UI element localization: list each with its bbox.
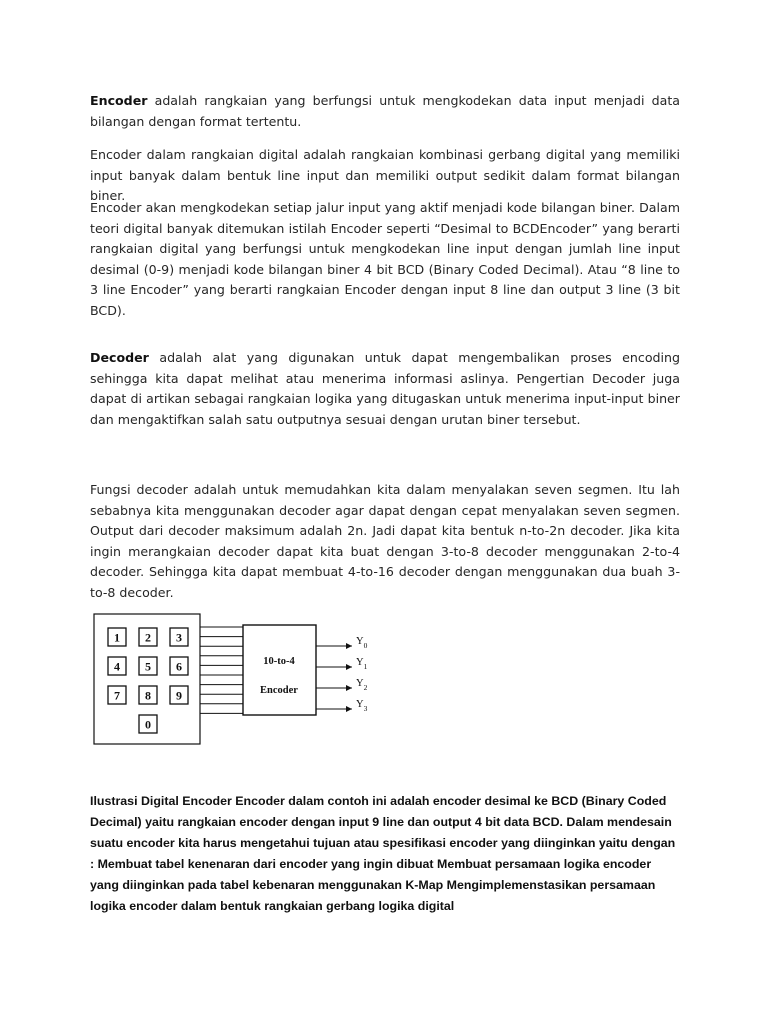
encoder-label-line2: Encoder [260, 685, 298, 696]
encoder-block [243, 625, 316, 715]
paragraph-decoder-function: Fungsi decoder adalah untuk memudahkan kita dalam menyalakan seven segmen. Itu lah sebabnya kita menggunakan decoder agar dapat dengan cepat menyalakan seven segmen. Output dari decoder maksimum adalah 2n. Jadi dapat kita bentuk n-to-2n decoder. Jika kita ingin merangkaian decoder dapat kita buat dengan 3-to-8 decoder menggunakan 2-to-4 decoder. Sehingga kita dapat membuat 4-to-16 decoder dengan menggunakan dua buah 3-to-8 decoder. [90, 482, 680, 600]
term-decoder: Decoder [90, 350, 149, 365]
paragraph-encoder-digital: Encoder dalam rangkaian digital adalah rangkaian kombinasi gerbang digital yang memiliki input banyak dalam bentuk line input dan memiliki output sedikit dalam format bilangan biner. [90, 147, 680, 203]
keypad-key-label: 8 [145, 688, 151, 703]
output-label-y0: $Y_0$ [356, 636, 368, 650]
arrow-icon [346, 685, 352, 691]
keypad-key-label: 2 [145, 630, 151, 645]
keypad-key-label: 6 [176, 659, 182, 674]
arrow-icon [346, 664, 352, 670]
paragraph-encoder-bcd: Encoder akan mengkodekan setiap jalur input yang aktif menjadi kode bilangan biner. Dalam teori digital banyak ditemukan istilah Encoder seperti “Desimal to BCDEncoder” yang berarti rangkaian digital yang berfungsi untuk mengkodekan line input dengan jumlah line input desimal (0-9) menjadi kode bilangan biner 4 bit BCD (Binary Coded Decimal). Atau “8 line to 3 line Encoder” yang berarti rangkaian Encoder dengan input 8 line dan output 3 line (3 bit BCD). [90, 200, 680, 318]
output-label-y1: $Y_1$ [356, 657, 368, 671]
paragraph-text: adalah alat yang digunakan untuk dapat mengembalikan proses encoding sehingga kita dapat melihat atau menerima informasi aslinya. Pengertian Decoder juga dapat di artikan sebagai rangkaian logika yang ditugaskan untuk menerima input-input biner dan mengaktifkan salah satu outputnya sesuai dengan urutan biner tersebut. [90, 350, 680, 427]
paragraph-encoder-definition [90, 91, 680, 132]
paragraph-decoder-definition [90, 348, 680, 430]
term-encoder: Encoder [90, 93, 148, 108]
figure-caption: Ilustrasi Digital Encoder Encoder dalam contoh ini adalah encoder desimal ke BCD (Binary Coded Decimal) yaitu rangkaian encoder dengan input 9 line dan output 4 bit data BCD. Dalam mendesain suatu encoder kita harus mengetahui tujuan atau spesifikasi encoder yang diinginkan yaitu dengan : Membuat tabel kenenaran dari encoder yang ingin dibuat Membuat persamaan logika encoder yang diinginkan pada tabel kebenaran menggunakan K-Map Mengimplemenstasikan persamaan logika encoder dalam bentuk rangkaian gerbang logika digital [90, 794, 676, 913]
keypad-key-label: 4 [114, 659, 120, 674]
arrow-icon [346, 643, 352, 649]
keypad-key-label: 7 [114, 688, 120, 703]
encoder-label-line1: 10-to-4 [263, 656, 295, 667]
output-label-y3: $Y_3$ [356, 699, 368, 713]
keypad-keys [108, 628, 188, 733]
keypad-key-label: 3 [176, 630, 182, 645]
keypad-key-label: 5 [145, 659, 151, 674]
arrow-icon [346, 706, 352, 712]
keypad-key-label: 9 [176, 688, 182, 703]
keypad-key-label: 1 [114, 630, 120, 645]
input-lines [200, 627, 243, 713]
encoder-diagram [90, 610, 390, 750]
keypad-key-label: 0 [145, 717, 151, 732]
paragraph-text: adalah rangkaian yang berfungsi untuk mengkodekan data input menjadi data bilangan dengan format tertentu. [90, 93, 680, 129]
output-label-y2: $Y_2$ [356, 678, 368, 692]
output-lines [316, 636, 368, 713]
